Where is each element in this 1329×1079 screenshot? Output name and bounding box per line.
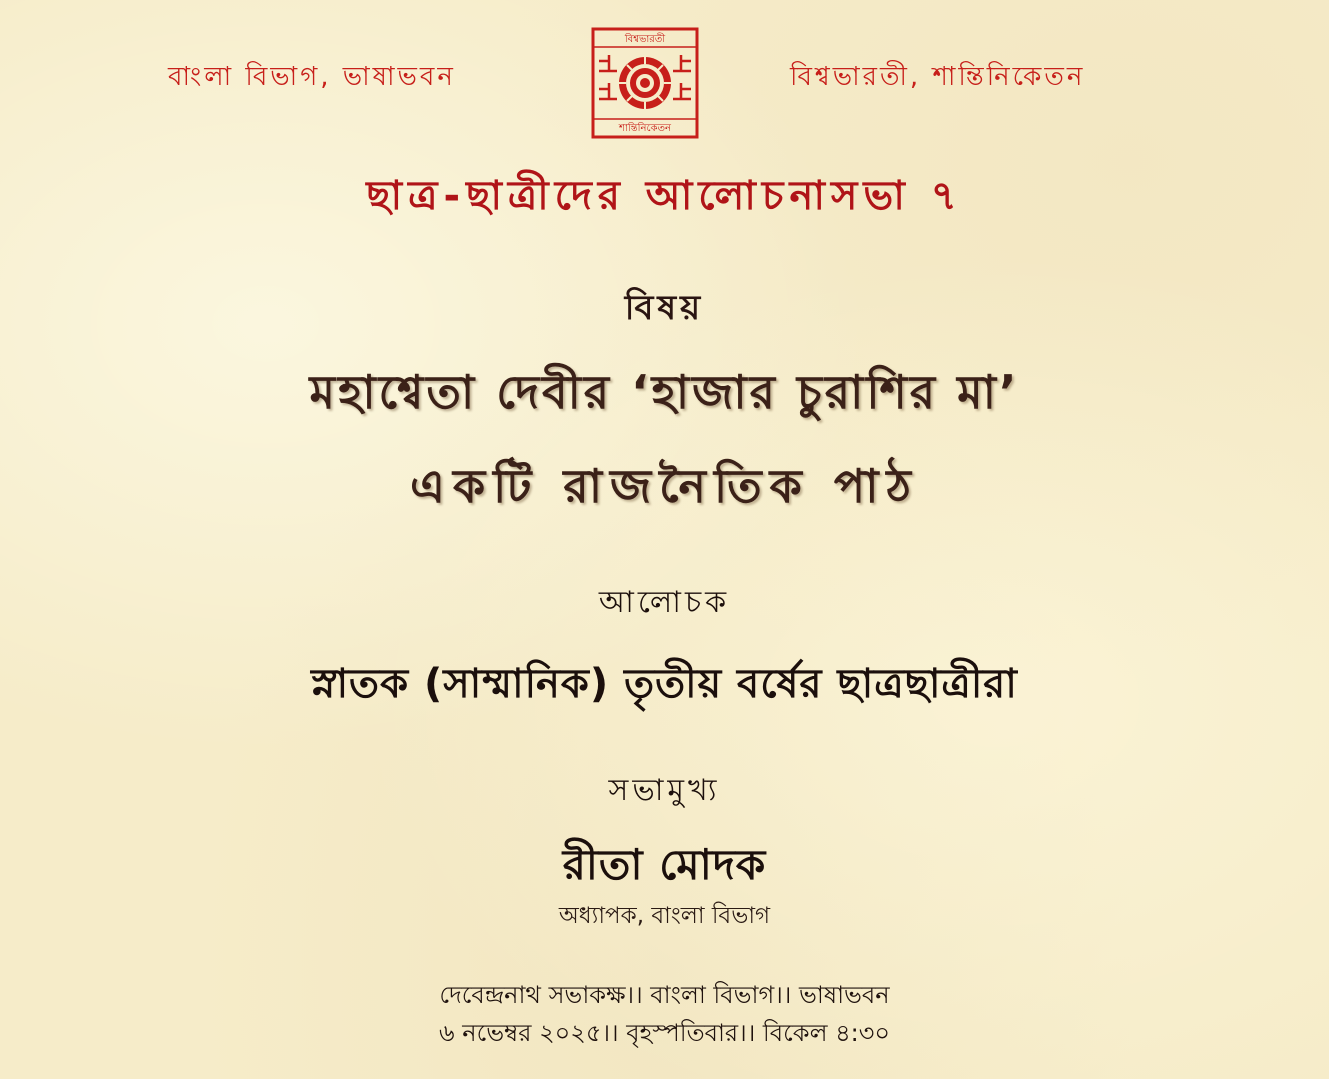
seminar-series-title: ছাত্র-ছাত্রীদের আলোচনাসভা ৭ xyxy=(366,173,963,219)
speakers-label: আলোচক xyxy=(598,585,731,620)
topic-label: বিষয় xyxy=(624,288,705,328)
chair-label: সভামুখ্য xyxy=(608,773,721,808)
chair-name: রীতা মোদক xyxy=(562,840,767,889)
visva-bharati-emblem xyxy=(591,27,699,139)
university-header: বিশ্বভারতী, শান্তিনিকেতন xyxy=(790,62,1086,92)
speakers-value: স্নাতক (সাম্মানিক) তৃতীয় বর্ষের ছাত্রছাত্রীরা xyxy=(311,661,1018,707)
chair-role: অধ্যাপক, বাংলা বিভাগ xyxy=(558,903,771,929)
topic-title-line-1: মহাশ্বেতা দেবীর ‘হাজার চুরাশির মা’ xyxy=(309,365,1020,419)
date-time-line: ৬ নভেম্বর ২০২৫।। বৃহস্পতিবার।। বিকেল ৪:৩০ xyxy=(439,1019,890,1047)
department-header: বাংলা বিভাগ, ভাষাভবন xyxy=(168,62,456,92)
svg-text:বিশ্বভারতী: বিশ্বভারতী xyxy=(624,34,666,45)
topic-title-line-2: একটি রাজনৈতিক পাঠ xyxy=(409,459,919,513)
venue-line: দেবেন্দ্রনাথ সভাকক্ষ।। বাংলা বিভাগ।। ভাষাভবন xyxy=(439,981,890,1009)
svg-text:শান্তিনিকেতন: শান্তিনিকেতন xyxy=(619,123,671,134)
